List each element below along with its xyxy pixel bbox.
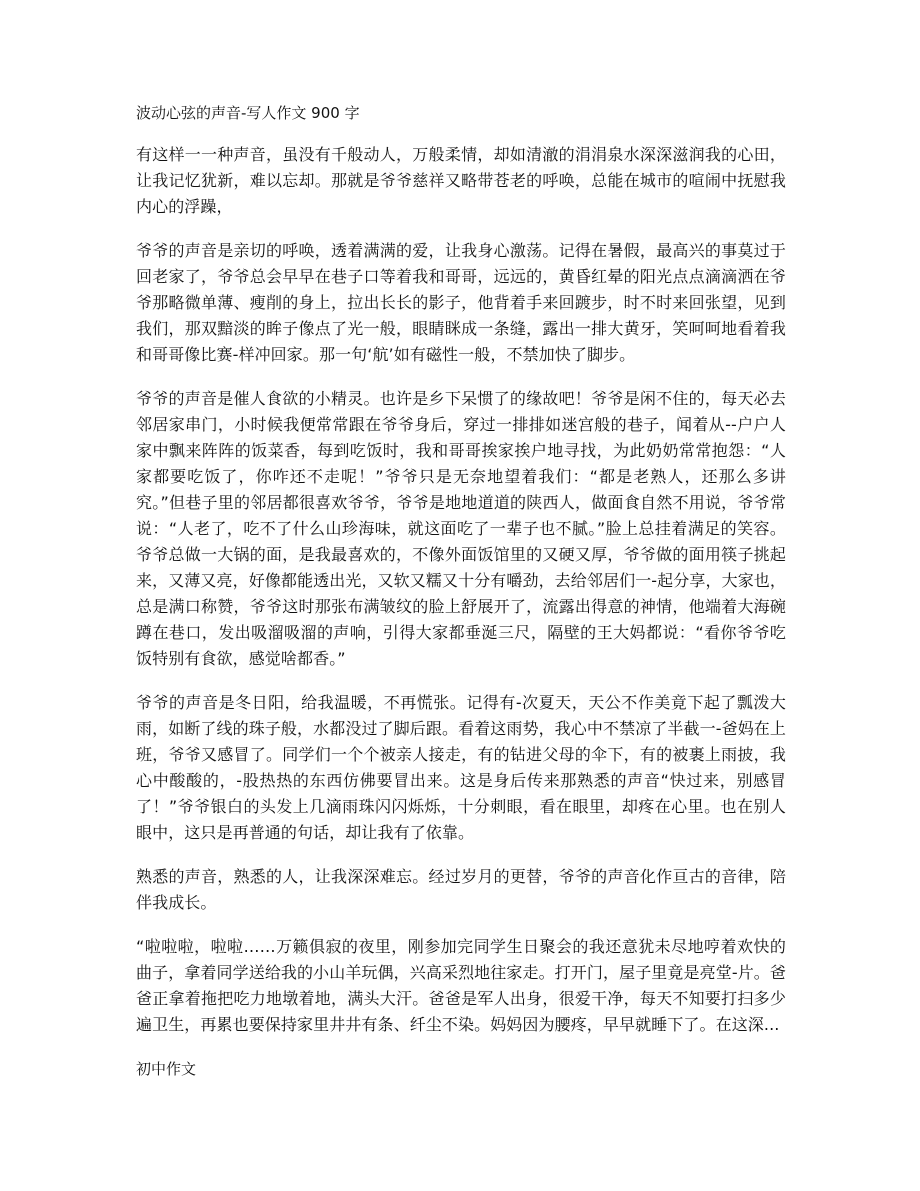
document-title: 波动心弦的声音-写人作文 900 字	[136, 104, 360, 122]
category-label: 初中作文	[136, 1060, 197, 1078]
paragraph-3: 爷爷的声音是催人食欲的小精灵。也许是乡下呆惯了的缘故吧！爷爷是闲不住的，每天必去邻居家串门，小时候我便常常跟在爷爷身后，穿过一排排如迷宫般的巷子，闻着从--户户人家中飘来阵阵的饭菜香，每到吃饭时，我和哥哥挨家挨户地寻找，为此奶奶常常抱怨：“人家都要吃饭了，你咋还不走呢！”爷爷只是无奈地望着我们：“都是老熟人，还那么多讲究。”但巷子里的邻居都很喜欢爷爷，爷爷是地地道道的陕西人，做面食自然不用说，爷爷常说：“人老了，吃不了什么山珍海味，就这面吃了一辈子也不腻。”脸上总挂着满足的笑容。爷爷总做一大锅的面，是我最喜欢的，不像外面饭馆里的又硬又厚，爷爷做的面用筷子挑起来，又薄又亮，好像都能透出光，又软又糯又十分有嚼劲，去给邻居们一-起分享，大家也，总是满口称赞，爷爷这时那张布满皱纹的脸上舒展开了，流露出得意的神情，他端着大海碗蹲在巷口，发出吸溜吸溜的声响，引得大家都垂涎三尺，隔壁的王大妈都说：“看你爷爷吃饭特别有食欲，感觉啥都香。”	[136, 389, 786, 668]
paragraph-4: 爷爷的声音是冬日阳，给我温暖，不再慌张。记得有-次夏天，天公不作美竟下起了瓢泼大雨，如断了线的珠子般，水都没过了脚后跟。看着这雨势，我心中不禁凉了半截一-爸妈在上班，爷爷又感冒了。同学们一个个被亲人接走，有的钻进父母的伞下，有的被裹上雨披，我心中酸酸的，-股热热的东西仿佛要冒出来。这是身后传来那熟悉的声音“快过来，别感冒了！”爷爷银白的头发上几滴雨珠闪闪烁烁，十分刺眼，看在眼里，却疼在心里。也在别人眼中，这只是再普通的句话，却让我有了依靠。	[136, 693, 786, 842]
paragraph-2: 爷爷的声音是亲切的呼唤，透着满满的爱，让我身心激荡。记得在暑假，最高兴的事莫过于回老家了，爷爷总会早早在巷子口等着我和哥哥，远远的，黄昏红晕的阳光点点滴滴洒在爷爷那略微单薄、瘦削的身上，拉出长长的影子，他背着手来回踱步，时不时来回张望，见到我们，那双黯淡的眸子像点了光一般，眼睛眯成一条缝，露出一排大黄牙，笑呵呵地看着我和哥哥像比赛-样冲回家。那一句‘航’如有磁性一般，不禁加快了脚步。	[136, 241, 786, 364]
paragraph-5: 熟悉的声音，熟悉的人，让我深深难忘。经过岁月的更替，爷爷的声音化作亘古的音律，陪伴我成长。	[136, 867, 786, 912]
paragraph-1: 有这样一一种声音，虽没有千般动人，万般柔情，却如清澈的涓涓泉水深深滋润我的心田，让我记忆犹新，难以忘却。那就是爷爷慈祥又略带苍老的呼唤，总能在城市的喧闹中抚慰我内心的浮躁，	[136, 145, 786, 216]
paragraph-6: “啦啦啦，啦啦……万籁俱寂的夜里，刚参加完同学生日聚会的我还意犹未尽地哼着欢快的曲子，拿着同学送给我的小山羊玩偶，兴高采烈地往家走。打开门，屋子里竟是亮堂-片。爸爸正拿着拖把吃力地墩着地，满头大汗。爸爸是军人出身，很爱干净，每天不知要打扫多少遍卫生，再累也要保持家里井井有条、纤尘不染。妈妈因为腰疼，早早就睡下了。在这深...	[136, 937, 786, 1034]
document-page	[136, 100, 786, 1082]
